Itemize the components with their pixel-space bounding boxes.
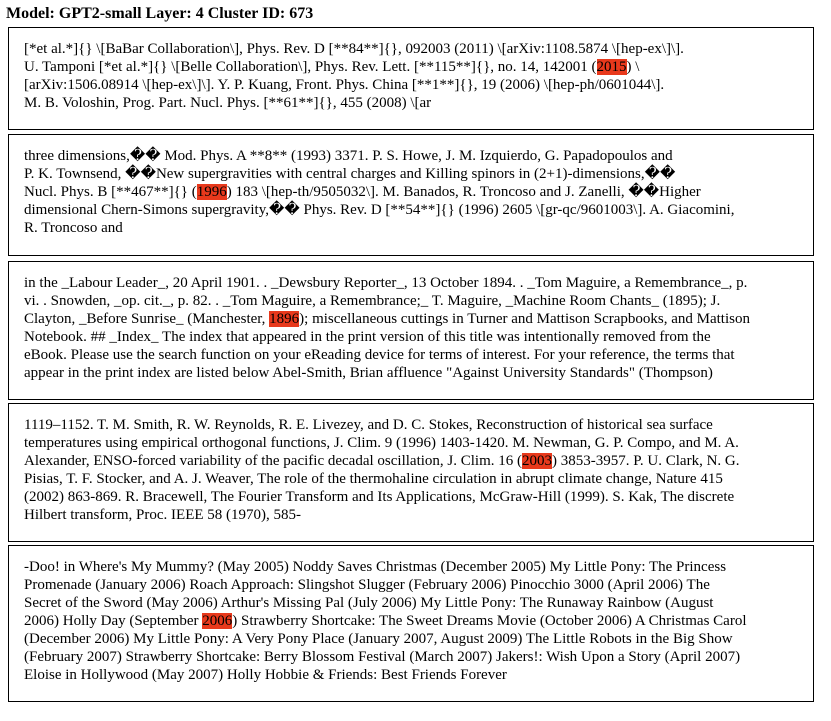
snippet-line: 1119–1152. T. M. Smith, R. W. Reynolds, R. E. Livezey, and D. C. Stokes, Reconstruction of historical sea surface: [24, 417, 713, 433]
snippet-line: in the _Labour Leader_, 20 April 1901. . _Dewsbury Reporter_, 13 October 1894. . _Tom Maguire, a Remembrance_, p.: [24, 275, 748, 291]
snippet-box: [8, 27, 814, 130]
snippet-line: [*et al.*]{} \[BaBar Collaboration\], Phys. Rev. D [**84**]{}, 092003 (2011) \[arXiv:1108.5874 \[hep-ex\]\].: [24, 41, 684, 57]
snippet-line: Alexander, ENSO-forced variability of the pacific decadal oscillation, J. Clim. 16 (2003) 3853-3957. P. U. Clark, N. G.: [24, 453, 740, 469]
snippet-line: M. B. Voloshin, Prog. Part. Nucl. Phys. [**61**]{}, 455 (2008) \[ar: [24, 95, 432, 111]
snippet-line: Promenade (January 2006) Roach Approach: Slingshot Slugger (February 2006) Pinocchio 3000 (April 2006) The: [24, 577, 710, 593]
snippet-line: dimensional Chern-Simons supergravity,�� Phys. Rev. D [**54**]{} (1996) 2605 \[gr-qc/9601003\]. A. Giacomini,: [24, 202, 735, 218]
snippet-line: [arXiv:1506.08914 \[hep-ex\]\]. Y. P. Kuang, Front. Phys. China [**1**]{}, 19 (2006) \[hep-ph/0601044\].: [24, 77, 665, 93]
snippet-line: three dimensions,�� Mod. Phys. A **8** (1993) 3371. P. S. Howe, J. M. Izquierdo, G. Papadopoulos and: [24, 148, 673, 164]
snippet-line: (December 2006) My Little Pony: A Very Pony Place (January 2007, August 2009) The Little Robots in the Big Show: [24, 631, 733, 647]
snippet-line: eBook. Please use the search function on your eReading device for terms of interest. For your reference, the terms that: [24, 347, 735, 363]
snippet-line: Notebook. ## _Index_ The index that appeared in the print version of this title was intentionally removed from the: [24, 329, 711, 345]
snippet-line: Secret of the Sword (May 2006) Arthur's Missing Pal (July 2006) My Little Pony: The Runaway Rainbow (August: [24, 595, 714, 611]
snippet-line: 2006) Holly Day (September 2006) Strawberry Shortcake: The Sweet Dreams Movie (October 2006) A Christmas Carol: [24, 613, 747, 629]
snippet-box: [8, 403, 814, 542]
highlighted-token: 2006: [202, 613, 233, 629]
snippet-line: P. K. Townsend, ��New supergravities with central charges and Killing spinors in (2+1)-dimensions,��: [24, 166, 676, 182]
snippet-line: (2002) 863-869. R. Bracewell, The Fourier Transform and Its Applications, McGraw-Hill (1999). S. Kak, The discrete: [24, 489, 735, 505]
snippet-line: Clayton, _Before Sunrise_ (Manchester, 1896); miscellaneous cuttings in Turner and Mattison Scrapbooks, and Mattison: [24, 311, 750, 327]
snippet-line: Eloise in Hollywood (May 2007) Holly Hobbie & Friends: Best Friends Forever: [24, 667, 507, 683]
snippet-line: R. Troncoso and: [24, 220, 123, 236]
snippet-box: [8, 134, 814, 256]
page-title: Model: GPT2-small Layer: 4 Cluster ID: 673: [6, 5, 314, 22]
snippet-line: U. Tamponi [*et al.*]{} \[Belle Collaboration\], Phys. Rev. Lett. [**115**]{}, no. 14, 142001 (2015) \: [24, 59, 640, 75]
highlighted-token: 2015: [596, 59, 627, 75]
highlighted-token: 1996: [196, 184, 227, 200]
snippet-line: appear in the print index are listed below Abel-Smith, Brian affluence "Against University Standards" (Thompson): [24, 365, 713, 381]
snippet-line: (February 2007) Strawberry Shortcake: Berry Blossom Festival (March 2007) Jakers!: Wish Upon a Story (April 2007): [24, 649, 741, 665]
snippet-line: Pisias, T. F. Stocker, and A. J. Weaver, The role of the thermohaline circulation in abrupt climate change, Nature 415: [24, 471, 723, 487]
snippet-line: temperatures using empirical orthogonal functions, J. Clim. 9 (1996) 1403-1420. M. Newman, G. P. Compo, and M. A.: [24, 435, 739, 451]
snippet-line: vi. . Snowden, _op. cit._, p. 82. . _Tom Maguire, a Remembrance;_ T. Maguire, _Machine Room Chants_ (1895); J.: [24, 293, 721, 309]
highlighted-token: 2003: [522, 453, 552, 469]
snippet-line: Hilbert transform, Proc. IEEE 58 (1970), 585-: [24, 507, 302, 523]
snippet-line: -Doo! in Where's My Mummy? (May 2005) Noddy Saves Christmas (December 2005) My Little Pony: The Princess: [24, 559, 727, 575]
highlighted-token: 1896: [269, 311, 300, 327]
snippet-box: [8, 545, 814, 702]
snippet-line: Nucl. Phys. B [**467**]{} (1996) 183 \[hep-th/9505032\]. M. Banados, R. Troncoso and J. Zanelli, ��Higher: [24, 184, 701, 200]
snippet-box: [8, 261, 814, 400]
